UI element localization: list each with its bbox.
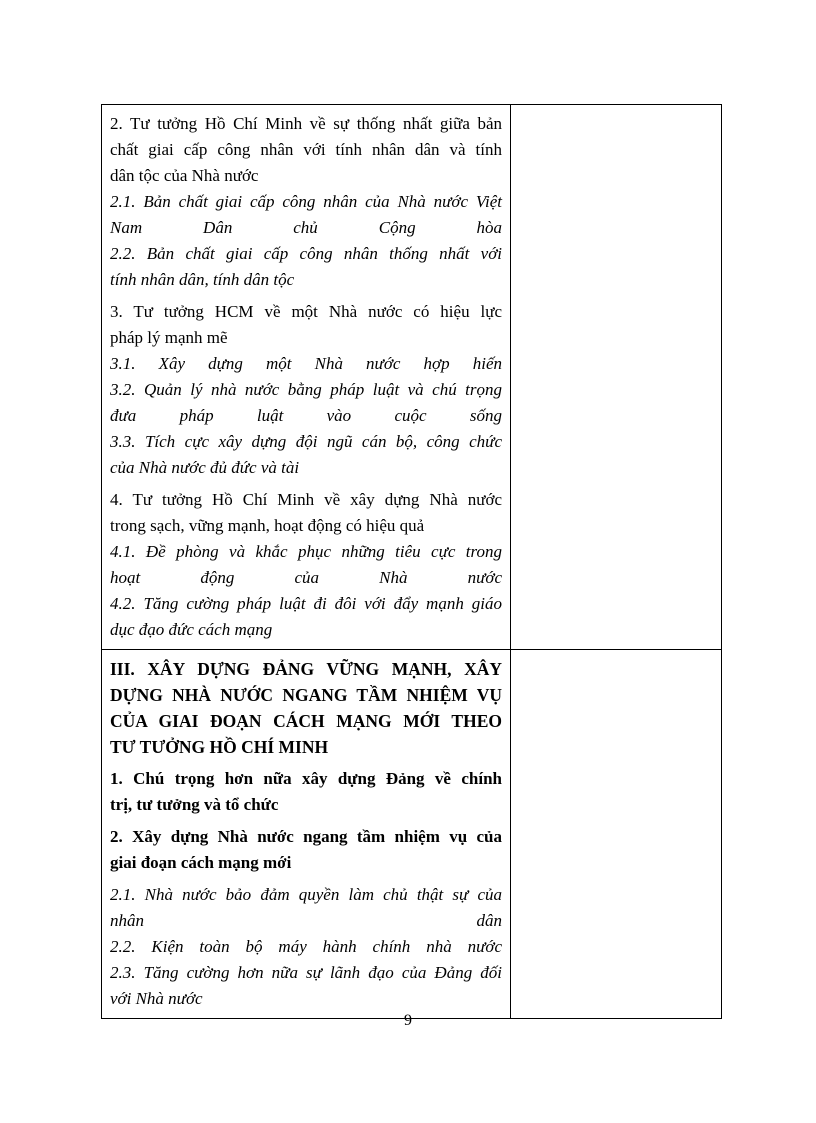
- text-line: dục đạo đức cách mạng: [110, 620, 273, 639]
- text-line: Nam Dân chủ Cộng hòa: [110, 218, 502, 237]
- text-line: III. XÂY DỰNG ĐẢNG VỮNG MẠNH, XÂY: [110, 659, 502, 679]
- text-line: hoạt động của Nhà nước: [110, 568, 502, 587]
- content-cell: [102, 650, 511, 1019]
- text-line: DỰNG NHÀ NƯỚC NGANG TẦM NHIỆM VỤ: [110, 685, 502, 705]
- text-line: 2. Tư tưởng Hồ Chí Minh về sự thống nhất giữa bản: [110, 114, 502, 133]
- text-line: với Nhà nước: [110, 989, 203, 1008]
- text-line: 4. Tư tưởng Hồ Chí Minh về xây dựng Nhà nước: [110, 490, 502, 509]
- text-line: TƯ TƯỞNG HỒ CHÍ MINH: [110, 737, 329, 757]
- text-block: [110, 766, 502, 818]
- text-line: 3. Tư tưởng HCM về một Nhà nước có hiệu lực: [110, 302, 502, 321]
- text-line: 3.1. Xây dựng một Nhà nước hợp hiến: [110, 354, 502, 373]
- text-line: 2.3. Tăng cường hơn nữa sự lãnh đạo của Đảng đối: [110, 963, 502, 982]
- text-line: dân tộc của Nhà nước: [110, 166, 259, 185]
- content-cell: [102, 105, 511, 650]
- text-line: 3.2. Quản lý nhà nước bằng pháp luật và chú trọng: [110, 380, 502, 399]
- section-heading: [110, 656, 502, 760]
- text-line: 4.1. Đề phòng và khắc phục những tiêu cực trong: [110, 542, 502, 561]
- text-line: giai đoạn cách mạng mới: [110, 853, 292, 872]
- notes-cell: [511, 105, 722, 650]
- text-line: pháp lý mạnh mẽ: [110, 328, 228, 347]
- text-line: chất giai cấp công nhân với tính nhân dân và tính: [110, 140, 502, 159]
- text-line: 2.1. Bản chất giai cấp công nhân của Nhà nước Việt: [110, 192, 502, 211]
- table-row: [102, 650, 722, 1019]
- text-block: [110, 487, 502, 643]
- text-block: [110, 111, 502, 293]
- notes-cell: [511, 650, 722, 1019]
- text-line: 2. Xây dựng Nhà nước ngang tầm nhiệm vụ của: [110, 827, 502, 846]
- text-line: 2.1. Nhà nước bảo đảm quyền làm chủ thật sự của: [110, 885, 502, 904]
- text-line: tính nhân dân, tính dân tộc: [110, 270, 295, 289]
- text-line: trị, tư tưởng và tổ chức: [110, 795, 279, 814]
- text-line: đưa pháp luật vào cuộc sống: [110, 406, 502, 425]
- text-block: [110, 882, 502, 1012]
- text-line: 2.2. Bản chất giai cấp công nhân thống nhất với: [110, 244, 502, 263]
- page-number: 9: [404, 1012, 412, 1029]
- text-line: CỦA GIAI ĐOẠN CÁCH MẠNG MỚI THEO: [110, 711, 502, 731]
- text-line: của Nhà nước đủ đức và tài: [110, 458, 300, 477]
- text-block: [110, 299, 502, 481]
- text-line: 4.2. Tăng cường pháp luật đi đôi với đẩy mạnh giáo: [110, 594, 502, 613]
- text-line: trong sạch, vững mạnh, hoạt động có hiệu quả: [110, 516, 425, 535]
- text-block: [110, 824, 502, 876]
- text-line: nhân dân: [110, 911, 502, 930]
- table-row: [102, 105, 722, 650]
- text-line: 2.2. Kiện toàn bộ máy hành chính nhà nước: [110, 937, 502, 956]
- text-line: 1. Chú trọng hơn nữa xây dựng Đảng về chính: [110, 769, 502, 788]
- text-line: 3.3. Tích cực xây dựng đội ngũ cán bộ, công chức: [110, 432, 502, 451]
- content-table: [101, 104, 722, 1019]
- table-body: [102, 105, 722, 1019]
